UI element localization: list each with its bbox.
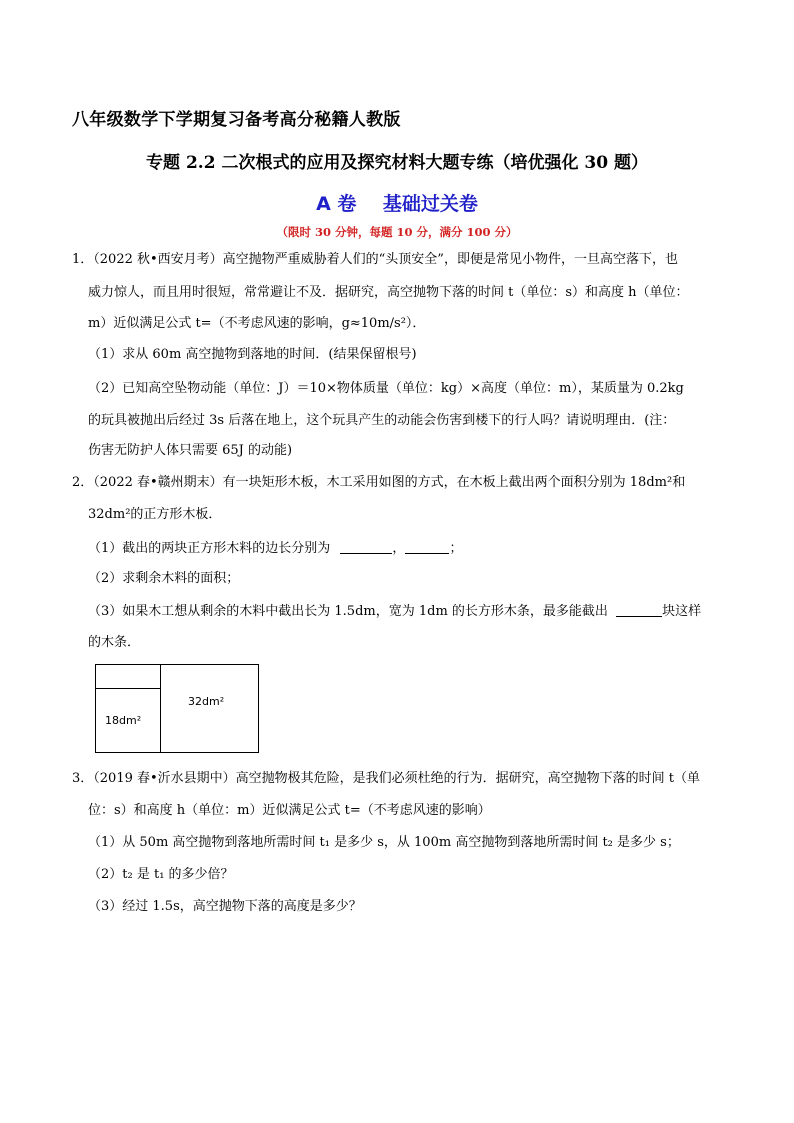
question-3-part-1: （1）从 50m 高空抛物到落地所需时间 t₁ 是多少 s，从 100m 高空抛物到落地所需时间 t₂ 是多少 s； (88, 835, 680, 850)
answer-blank-side-2[interactable] (405, 540, 449, 554)
question-3-part-3: （3）经过 1.5s，高空抛物下落的高度是多少？ (88, 899, 362, 914)
question-1-part-2-line-3: 伤害无防护人体只需要 65J 的动能) (88, 443, 293, 458)
question-2-part-1-end: ； (449, 541, 463, 556)
question-3-line-2: 位：s）和高度 h（单位：m）近似满足公式 t=（不考虑风速的影响） (88, 803, 491, 818)
board-divider (160, 664, 161, 753)
question-2-part-3-end: 块这样 (662, 604, 702, 619)
question-2-line-2: 32dm²的正方形木板． (88, 507, 222, 522)
question-2-part-3-text: （3）如果木工想从剩余的木料中截出长为 1.5dm，宽为 1dm 的长方形木条，最多能截出 (88, 604, 608, 619)
question-1-line-3: m）近似满足公式 t=（不考虑风速的影响，g≈10m/s²）． (88, 316, 426, 331)
question-2-part-1 (88, 540, 462, 557)
question-2-part-3-line-2: 的木条． (88, 635, 141, 650)
time-limit-note: （限时 30 分钟，每题 10 分，满分 100 分） (276, 225, 518, 239)
question-1-line-1: 1．（2022 秋•西安月考）高空抛物严重威胁着人们的“头顶安全”，即便是常见小物件，一旦高空落下，也 (72, 252, 678, 267)
question-3-part-2: （2）t₂ 是 t₁ 的多少倍？ (88, 867, 234, 882)
answer-blank-count[interactable] (616, 603, 662, 617)
question-2-line-1: 2．（2022 春•赣州期末）有一块矩形木板，木工采用如图的方式，在木板上截出两个面积分别为 18dm²和 (72, 475, 686, 490)
topic-title: 专题 2.2 二次根式的应用及探究材料大题专练（培优强化 30 题） (146, 153, 648, 173)
question-1-line-2: 威力惊人，而且用时很短，常常避让不及．据研究，高空抛物下落的时间 t（单位：s）和高度 h（单位： (88, 285, 689, 300)
question-3-line-1: 3．（2019 春•沂水县期中）高空抛物极其危险，是我们必须杜绝的行为．据研究，高空抛物下落的时间 t（单 (72, 771, 701, 786)
board-figure (95, 664, 259, 753)
section-title: A 卷 基础过关卷 (316, 193, 478, 215)
question-1-part-2-line-2: 的玩具被抛出后经过 3s 后落在地上，这个玩具产生的动能会伤害到楼下的行人吗？请说明理由．(注： (88, 413, 676, 428)
small-square-label: 18dm² (105, 714, 142, 727)
answer-blank-side-1[interactable] (340, 540, 392, 554)
question-1-part-1: （1）求从 60m 高空抛物到落地的时间．(结果保留根号) (88, 347, 417, 362)
question-2-part-2: （2）求剩余木料的面积； (88, 571, 240, 586)
question-2-part-1-text: （1）截出的两块正方形木料的边长分别为 (88, 541, 331, 556)
question-2-part-1-sep: ， (392, 541, 406, 556)
large-square-label: 32dm² (188, 695, 225, 708)
question-2-part-3 (88, 603, 701, 620)
small-square-top-edge (95, 688, 161, 689)
question-1-part-2-line-1: （2）已知高空坠物动能（单位：J）＝10×物体质量（单位：kg）×高度（单位：m），某质量为 0.2kg (88, 381, 684, 396)
series-title: 八年级数学下学期复习备考高分秘籍人教版 (72, 110, 401, 130)
board-outline (95, 664, 259, 753)
